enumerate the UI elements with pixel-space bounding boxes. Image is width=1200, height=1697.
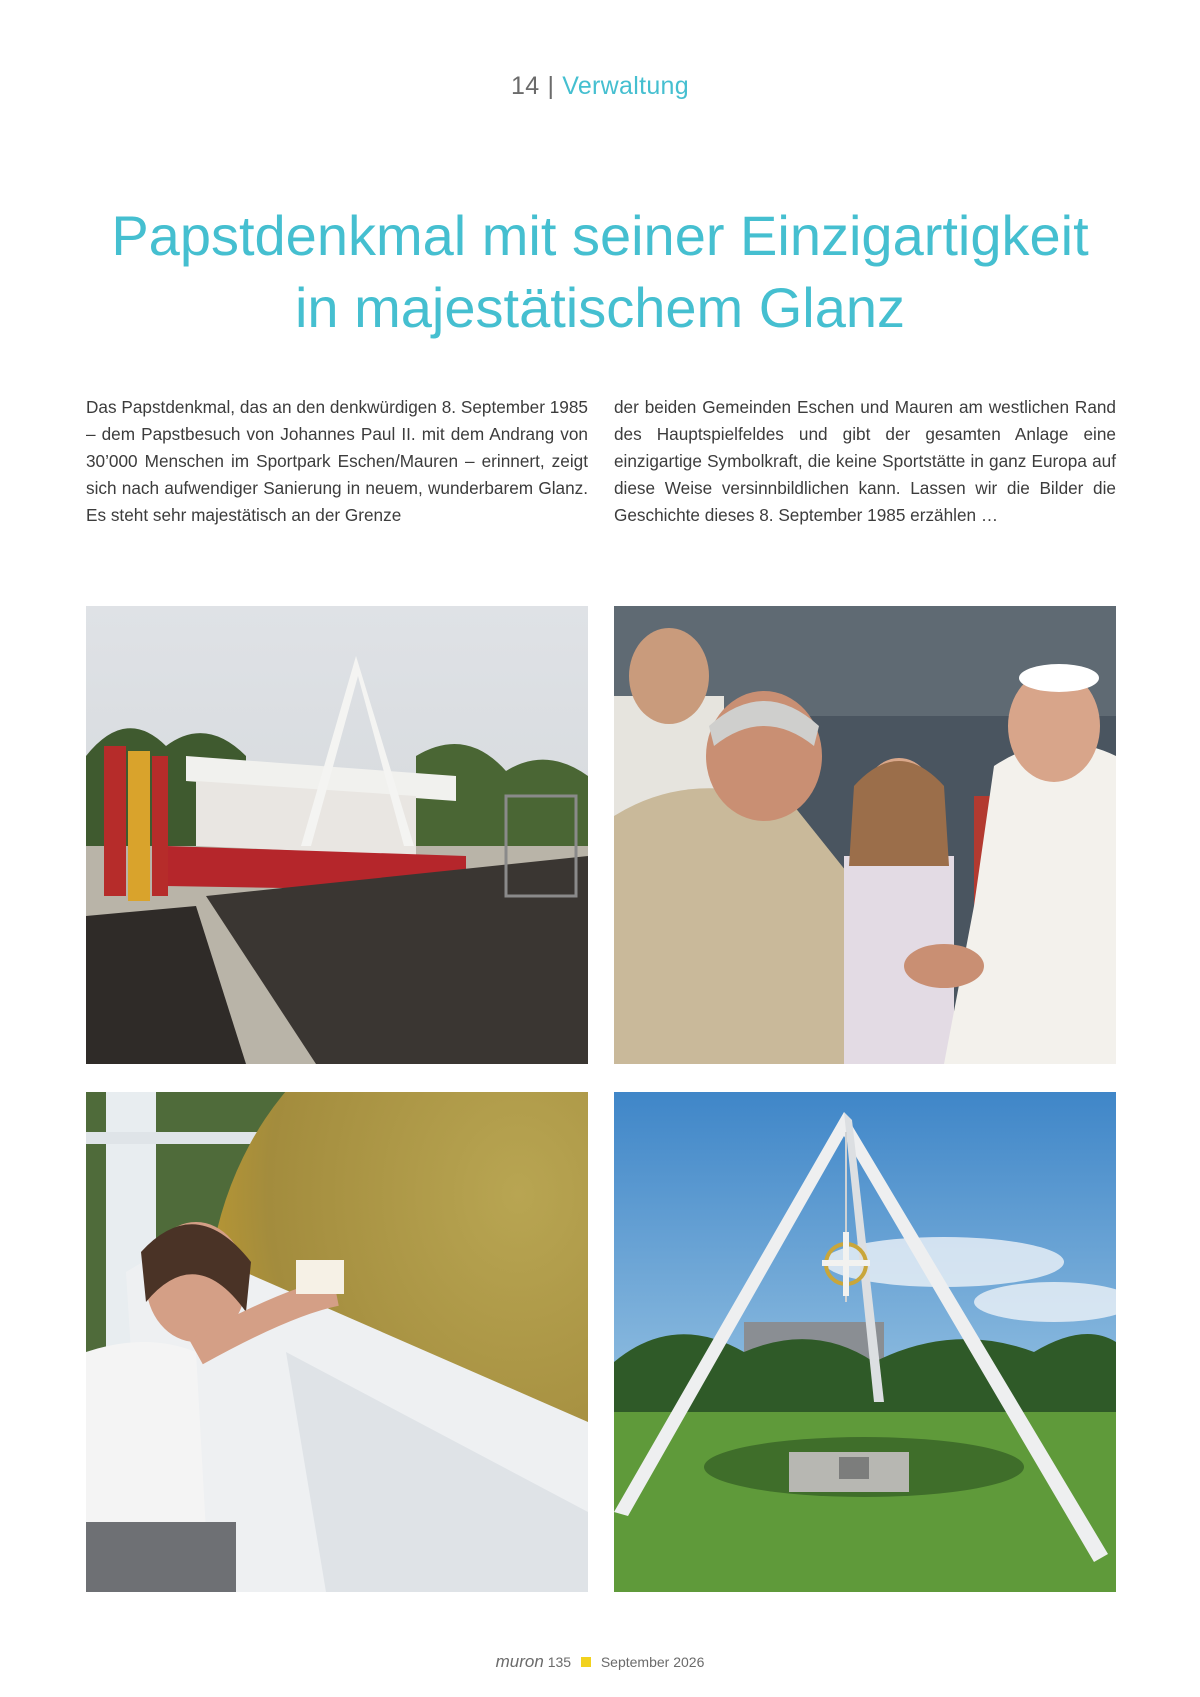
title-line-2: in majestätischem Glanz xyxy=(294,276,905,339)
yellow-square-icon xyxy=(581,1657,591,1667)
photo-gold-leaf-restoration xyxy=(86,1092,588,1592)
photo-papal-mass-1985 xyxy=(86,606,588,1064)
page-footer xyxy=(0,1652,1200,1672)
section-name: Verwaltung xyxy=(562,72,689,100)
intro-column-left: Das Papstdenkmal, das an den denkwürdigen 8. September 1985 – dem Papstbesuch von Johannes Paul II. mit dem Andrang von 30’000 Menschen im Sportpark Eschen/Mauren – erinnert, zeigt sich nach aufwendiger Sanierung in neuem, wunderbarem Glanz. Es steht sehr majestätisch an der Grenze xyxy=(86,397,588,525)
issue-number: 135 xyxy=(547,1654,572,1670)
page-number: 14 xyxy=(511,72,540,100)
header-separator: | xyxy=(547,72,555,100)
photo-papstdenkmal-today xyxy=(614,1092,1116,1592)
photo-pope-greeting xyxy=(614,606,1116,1064)
issue-date: September 2026 xyxy=(600,1654,705,1670)
page-header xyxy=(0,72,1200,101)
title-line-1: Papstdenkmal mit seiner Einzigartigkeit xyxy=(111,204,1089,267)
magazine-brand: muron xyxy=(495,1652,544,1671)
intro-column-right: der beiden Gemeinden Eschen und Mauren am westlichen Rand des Hauptspielfeldes und gibt der gesamten Anlage eine einzigartige Symbolkraft, die keine Sportstätte in ganz Europa auf diese Weise versinnbildlichen kann. Lassen wir die Bilder die Geschichte dieses 8. September 1985 erzählen … xyxy=(614,397,1116,525)
article-title xyxy=(60,200,1140,344)
